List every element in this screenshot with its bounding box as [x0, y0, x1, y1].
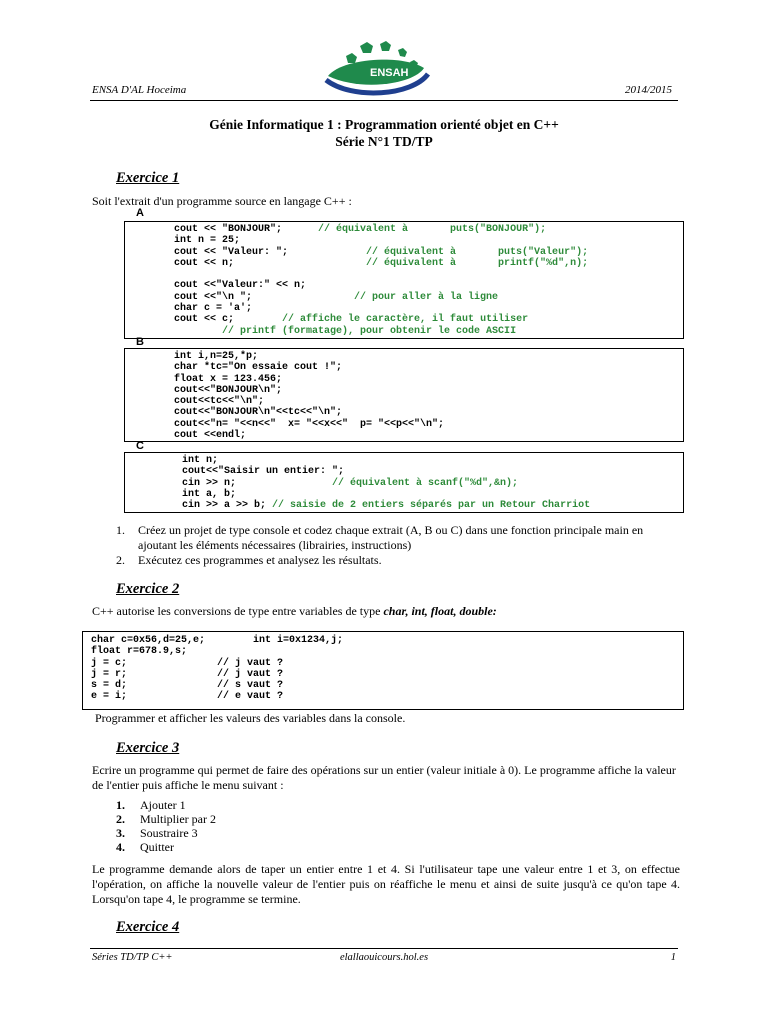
code-text: char *tc="On essaie cout !"; [174, 362, 343, 374]
code-text: char c = 'a'; [174, 303, 253, 315]
code-line [174, 374, 444, 385]
code-line [174, 430, 444, 441]
code-line [174, 362, 444, 373]
code-line [174, 326, 588, 337]
code-text: cout << n; [174, 257, 367, 269]
list-item: 4. Quitter [116, 840, 174, 854]
code-line: j = r; // j vaut ? [91, 668, 284, 680]
code-line: s = d; // s vaut ? [91, 680, 284, 692]
code-line [174, 314, 588, 325]
code-line: float r=678.9,s; [91, 646, 188, 658]
list-item: 1. Ajouter 1 [116, 798, 186, 812]
code-comment: // équivalent à printf("%d",n); [366, 257, 589, 269]
code-comment: // équivalent à puts("Valeur"); [366, 246, 589, 258]
code-line [174, 269, 588, 280]
title-line-2: Série N°1 TD/TP [335, 134, 433, 149]
exercise-1-list [116, 523, 682, 568]
code-box-c [124, 452, 684, 513]
code-line [174, 247, 588, 258]
footer-site: elallaouicours.hol.es [339, 952, 429, 963]
exercise-3-menu [116, 798, 416, 854]
code-text: cout<<tc<<"\n"; [174, 396, 265, 408]
code-text: int n; [182, 455, 219, 466]
code-text: cout << c; [174, 314, 283, 326]
exercise-3-intro: Ecrire un programme qui permet de faire des opérations sur un entier (valeur initiale à 0). Le programme affiche la valeur de l'entier puis affiche le menu suivant : [92, 763, 676, 792]
code-text: cin >> a >> b; [182, 500, 273, 512]
header-year: 2014/2015 [624, 84, 672, 96]
code-line [182, 489, 590, 500]
code-box-b [124, 348, 684, 442]
doc-title [90, 116, 678, 150]
header-school: ENSA D'AL Hoceima [92, 84, 187, 96]
code-text: float x = 123.456; [174, 373, 283, 385]
logo-text: ENSAH [370, 67, 409, 79]
list-item: 1. Créez un projet de type console et codez chaque extrait (A, B ou C) dans une fonction principale main en ajoutant les éléments nécessaires (librairies, instructions) [116, 523, 644, 552]
code-line [174, 303, 588, 314]
code-text: cout <<"\n "; [174, 291, 355, 303]
exercise-1-intro: Soit l'extrait d'un programme source en langage C++ : [92, 194, 352, 208]
code-line [182, 500, 590, 511]
code-line [182, 466, 590, 477]
code-line [174, 407, 444, 418]
code-ex2 [91, 635, 343, 703]
list-item: 3. Soustraire 3 [116, 826, 198, 840]
code-c [182, 455, 590, 511]
title-line-1: Génie Informatique 1 : Programmation orienté objet en C++ [209, 117, 559, 132]
code-text [174, 326, 222, 337]
code-comment: // pour aller à la ligne [354, 291, 499, 303]
code-line [174, 351, 444, 362]
code-line [174, 419, 444, 430]
label-c: C [136, 440, 144, 452]
code-comment: // équivalent à scanf("%d",&n); [332, 477, 519, 489]
code-comment: // printf (formatage), pour obtenir le code ASCII [222, 325, 517, 337]
code-text: cout <<endl; [174, 430, 247, 442]
code-line [174, 224, 588, 235]
exercise-3-text: Le programme demande alors de taper un entier entre 1 et 4. Si l'utilisateur tape une valeur entre 1 et 3, on effectue l'opération, on affiche la nouvelle valeur de l'entier puis on réaffiche le menu et ainsi de suite jusqu'à ce qu'on tape 4. Lorsqu'on tape 4, le programme se termine. [92, 862, 680, 906]
code-line: j = c; // j vaut ? [91, 657, 284, 669]
exercise-1-heading: Exercice 1 [116, 170, 180, 186]
code-line [182, 478, 590, 489]
code-line [174, 235, 588, 246]
code-box-ex2 [82, 631, 684, 710]
exercise-2-heading: Exercice 2 [116, 581, 180, 597]
list-item: 2. Multiplier par 2 [116, 812, 216, 826]
label-b: B [136, 336, 144, 348]
code-text: int n = 25; [174, 235, 241, 247]
code-line: e = i; // e vaut ? [91, 691, 284, 703]
code-text: int i,n=25,*p; [174, 351, 259, 362]
code-line [182, 455, 590, 466]
code-box-a [124, 221, 684, 339]
footer-rule [90, 948, 678, 949]
code-text: cout<<"Saisir un entier: "; [182, 466, 345, 478]
code-text: cout <<"Valeur:" << n; [174, 280, 307, 292]
footer-page-number: 1 [670, 952, 676, 963]
code-b [174, 351, 444, 441]
exercise-4-heading: Exercice 4 [116, 919, 180, 935]
code-text: cin >> n; [182, 477, 333, 489]
exercise-2-after: Programmer et afficher les valeurs des variables dans la console. [95, 711, 406, 725]
label-a: A [136, 207, 144, 219]
exercise-2-intro: C++ autorise les conversions de type entre variables de type char, int, float, double: [92, 604, 497, 618]
code-text: cout<<"n= "<<n<<" x= "<<x<<" p= "<<p<<"\n"; [174, 418, 445, 430]
code-text: cout << "BONJOUR"; [174, 224, 319, 235]
footer-left: Séries TD/TP C++ [92, 952, 173, 963]
code-text: cout<<"BONJOUR\n"; [174, 384, 283, 396]
code-line [174, 385, 444, 396]
code-text: int a, b; [182, 488, 237, 500]
code-line [174, 280, 588, 291]
code-text: cout<<"BONJOUR\n"<<tc<<"\n"; [174, 407, 343, 419]
code-line: char c=0x56,d=25,e; int i=0x1234,j; [91, 635, 344, 646]
code-text: cout << "Valeur: "; [174, 246, 367, 258]
header-rule [90, 100, 678, 101]
list-item: 2. Exécutez ces programmes et analysez les résultats. [116, 553, 382, 567]
code-comment: // saisie de 2 entiers séparés par un Retour Charriot [272, 500, 591, 512]
ensah-logo [322, 40, 432, 106]
code-line [174, 292, 588, 303]
exercise-3-heading: Exercice 3 [116, 740, 180, 756]
code-comment: // équivalent à puts("BONJOUR"); [318, 224, 547, 235]
code-line [174, 258, 588, 269]
code-a [174, 224, 588, 337]
code-comment: // affiche le caractère, il faut utiliser [282, 314, 529, 326]
code-line [174, 396, 444, 407]
